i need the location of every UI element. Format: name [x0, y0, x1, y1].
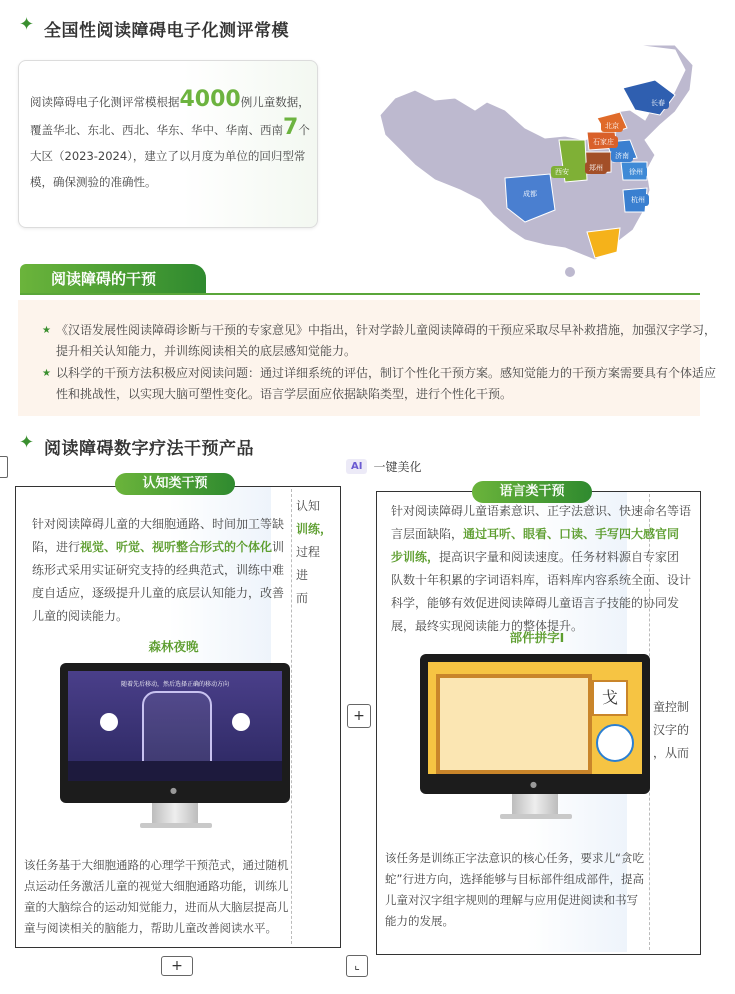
ai-icon: AI — [346, 459, 367, 474]
monitor-base — [140, 823, 212, 828]
apple-logo-icon: ● — [170, 786, 177, 795]
intervention-item — [42, 363, 716, 405]
monitor — [420, 654, 650, 794]
overflow-line: 童控制 — [653, 700, 690, 714]
monitor-base — [500, 814, 572, 819]
language-description — [391, 500, 691, 638]
monitor-stand — [512, 794, 558, 814]
intervention-panel — [18, 300, 717, 416]
city-label: 济南 — [611, 150, 633, 162]
left-arrow-icon[interactable] — [100, 713, 118, 731]
ai-beautify-label: 一键美化 — [373, 459, 422, 474]
target-char: 戈 — [592, 680, 628, 716]
overflow-line: 汉字的 — [653, 723, 690, 737]
china-map-svg — [375, 40, 700, 280]
add-button[interactable]: + — [347, 704, 371, 728]
direction-pad-icon[interactable] — [596, 724, 634, 762]
city-label: 徐州 — [625, 166, 647, 178]
monitor-stand — [152, 803, 198, 823]
star-bullet-icon: ★ — [42, 368, 51, 379]
intervention-item-text: 以科学的干预方法积极应对阅读问题：通过详细系统的评估，制订个性化干预方案。感知觉能力的干预方案需要具有个体适应性和挑战性，以实现大脑可塑性变化。语言学层面应依据缺陷类型，进行个性化干预。 — [56, 366, 717, 401]
language-card — [376, 491, 701, 955]
left-edge-handle[interactable] — [0, 456, 8, 478]
snake-board — [436, 674, 592, 774]
star-icon: ✦ — [19, 14, 35, 35]
overflow-line: 训练， — [296, 522, 333, 536]
overflow-line: 认知 — [296, 499, 321, 513]
city-label: 石家庄 — [589, 136, 618, 148]
city-label: 郑州 — [585, 162, 607, 174]
intervention-item — [42, 320, 716, 362]
intervention-item-text: 《汉语发展性阅读障碍诊断与干预的专家意见》中指出，针对学龄儿童阅读障碍的干预应采取尽早补救措施，加强汉字学习，提升相关认知能力，并训练阅读相关的底层感知觉能力。 — [56, 323, 717, 358]
intervention-banner: 阅读障碍的干预 — [20, 264, 206, 294]
city-label: 西安 — [551, 166, 573, 178]
game-title: 部件拼字Ⅰ — [509, 630, 565, 645]
stats-text-1: 阅读障碍电子化测评常模根据 — [30, 95, 180, 109]
star-icon: ✦ — [19, 432, 35, 453]
sample-count: 4000 — [179, 87, 241, 112]
cognitive-description — [32, 513, 290, 628]
right-arrow-icon[interactable] — [232, 713, 250, 731]
cognitive-pill: 认知类干预 — [115, 473, 235, 495]
overflow-line: ，从而 — [653, 746, 690, 760]
section-title-products: 阅读障碍数字疗法干预产品 — [44, 439, 254, 459]
overflow-text — [653, 696, 698, 765]
game-screen — [428, 662, 642, 774]
game-prompt: 随着先后移动，然后选择正确的移动方向 — [120, 681, 229, 688]
overflow-text — [296, 495, 336, 610]
stats-text-3: 个大区（2023-2024），建立了以月度为单位的回归型常模，确保测验的准确性。 — [30, 123, 310, 189]
cognitive-text-2: 训练形式采用实证研究支持的经典范式，训练中难度自适应，逐级提升儿童的底层认知能力，改善儿童的阅读能力。 — [32, 540, 285, 623]
stats-text-2: 例儿童数据，覆盖华北、东北、西北、华东、华中、华南、西南 — [30, 95, 310, 137]
resize-handle-icon[interactable]: ⌞ — [346, 955, 368, 977]
forest-silhouette — [68, 761, 282, 781]
cognitive-highlight: 视觉、听觉、视听整合形式的个体化 — [80, 540, 273, 554]
add-row-button[interactable]: + — [161, 956, 193, 976]
overflow-line: 进 — [296, 568, 309, 582]
banner-divider — [20, 293, 700, 295]
china-map — [375, 40, 700, 280]
language-text-1: 针对阅读障碍儿童语素意识、正字法意识、快速命名等语言层面缺陷， — [391, 504, 692, 541]
overflow-line: 而 — [296, 591, 309, 605]
monitor — [60, 663, 290, 803]
cognitive-text-1: 针对阅读障碍儿童的大细胞通路、时间加工等缺陷，进行 — [32, 517, 285, 554]
city-label: 成都 — [519, 188, 541, 200]
language-highlight: 通过耳听、眼看、口读、手写四大感官同步训练， — [391, 527, 680, 564]
city-label: 长春 — [647, 97, 669, 109]
star-bullet-icon: ★ — [42, 325, 51, 336]
city-label: 北京 — [601, 120, 623, 132]
stats-text — [30, 87, 312, 195]
overflow-line: 过程 — [296, 545, 321, 559]
game-description: 该任务基于大细胞通路的心理学干预范式，通过随机点运动任务激活儿童的视觉大细胞通路功能，训练儿童的大脑综合的运动知觉能力，进而从大脑层提高儿童与阅读相关的脑能力，帮助儿童改善阅读水平。 — [24, 858, 289, 935]
stats-card — [18, 60, 318, 228]
game-title: 森林夜晚 — [148, 639, 199, 654]
language-pill: 语言类干预 — [472, 481, 592, 503]
region-count: 7 — [283, 115, 299, 140]
language-text-2: 提高识字量和阅读速度。任务材料源自专家团队数十年积累的字词语料库，语料库内容系统全面、设计科学，能够有效促进阅读障碍儿童语言子技能的协同发展，最终实现阅读能力的整体提升。 — [391, 550, 692, 633]
section-title-norm: 全国性阅读障碍电子化测评常模 — [44, 21, 289, 41]
city-label: 杭州 — [627, 194, 649, 206]
cognitive-card — [15, 486, 341, 948]
apple-logo-icon: ● — [530, 780, 537, 789]
ai-beautify-button[interactable] — [346, 455, 421, 477]
game-screen — [68, 671, 282, 781]
game-description: 该任务是训练正字法意识的核心任务，要求儿“贪吃蛇”行进方向，选择能够与目标部件组成部件，提高儿童对汉字组字规则的理解与应用促进阅读和书写能力的发展。 — [385, 851, 644, 928]
